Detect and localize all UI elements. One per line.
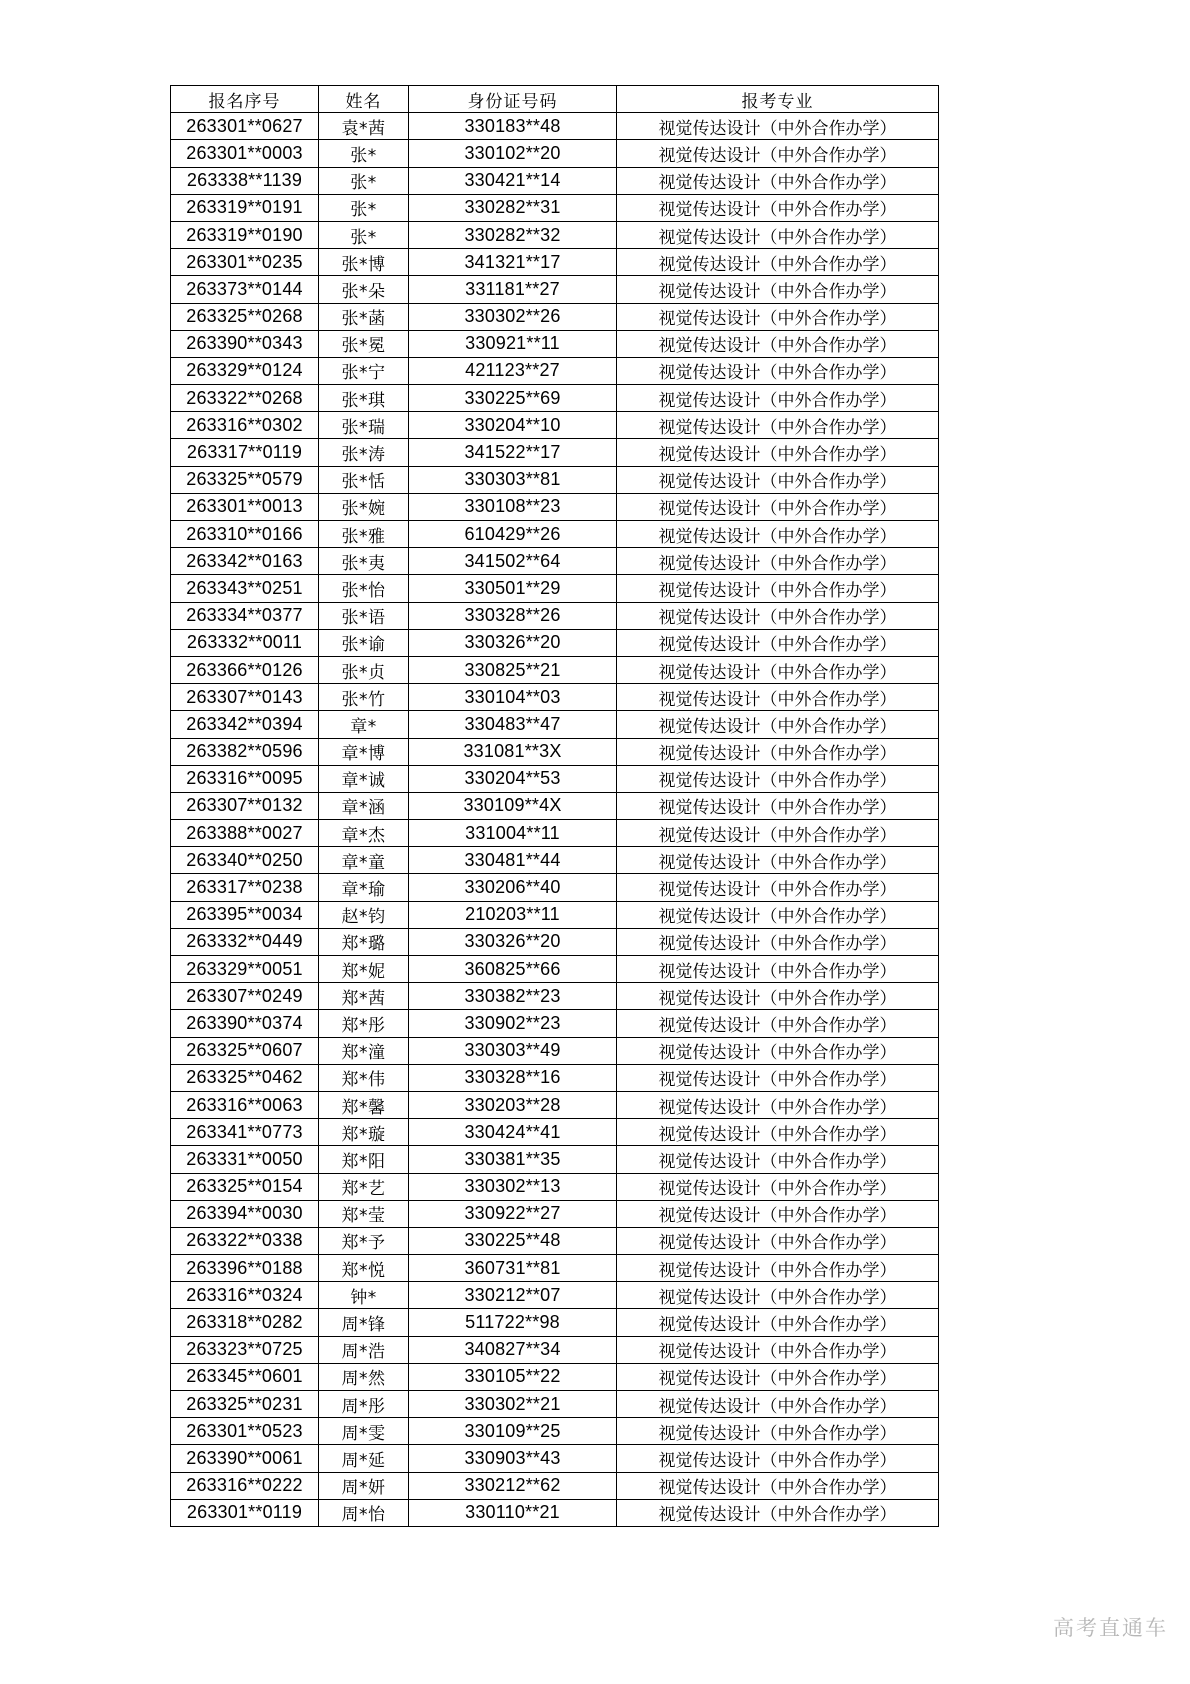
cell-id-number: 330105**22 bbox=[409, 1363, 617, 1390]
cell-candidate-name: 周*锋 bbox=[319, 1309, 409, 1336]
cell-candidate-name: 郑*馨 bbox=[319, 1091, 409, 1118]
cell-applied-major: 视觉传达设计（中外合作办学） bbox=[617, 385, 939, 412]
cell-id-number: 330922**27 bbox=[409, 1200, 617, 1227]
cell-id-number: 330108**23 bbox=[409, 493, 617, 520]
cell-id-number: 421123**27 bbox=[409, 357, 617, 384]
table-row bbox=[171, 1445, 939, 1472]
cell-id-number: 330382**23 bbox=[409, 983, 617, 1010]
cell-id-number: 341502**64 bbox=[409, 548, 617, 575]
cell-registration-number: 263338**1139 bbox=[171, 167, 319, 194]
table-row bbox=[171, 983, 939, 1010]
cell-id-number: 331181**27 bbox=[409, 276, 617, 303]
cell-id-number: 330203**28 bbox=[409, 1091, 617, 1118]
cell-applied-major: 视觉传达设计（中外合作办学） bbox=[617, 1255, 939, 1282]
cell-applied-major: 视觉传达设计（中外合作办学） bbox=[617, 1227, 939, 1254]
table-row bbox=[171, 602, 939, 629]
cell-registration-number: 263319**0191 bbox=[171, 194, 319, 221]
table-row bbox=[171, 276, 939, 303]
cell-registration-number: 263342**0163 bbox=[171, 548, 319, 575]
table-row bbox=[171, 901, 939, 928]
cell-candidate-name: 章*童 bbox=[319, 847, 409, 874]
cell-candidate-name: 袁*茜 bbox=[319, 113, 409, 140]
cell-applied-major: 视觉传达设计（中外合作办学） bbox=[617, 602, 939, 629]
table-row bbox=[171, 1282, 939, 1309]
cell-id-number: 340827**34 bbox=[409, 1336, 617, 1363]
cell-id-number: 330183**48 bbox=[409, 113, 617, 140]
cell-candidate-name: 郑*伟 bbox=[319, 1064, 409, 1091]
table-row bbox=[171, 249, 939, 276]
cell-registration-number: 263382**0596 bbox=[171, 738, 319, 765]
cell-id-number: 331081**3X bbox=[409, 738, 617, 765]
cell-id-number: 330302**13 bbox=[409, 1173, 617, 1200]
cell-candidate-name: 张* bbox=[319, 194, 409, 221]
cell-applied-major: 视觉传达设计（中外合作办学） bbox=[617, 1282, 939, 1309]
cell-id-number: 330326**20 bbox=[409, 629, 617, 656]
table-row bbox=[171, 521, 939, 548]
cell-applied-major: 视觉传达设计（中外合作办学） bbox=[617, 656, 939, 683]
cell-applied-major: 视觉传达设计（中外合作办学） bbox=[617, 167, 939, 194]
cell-id-number: 330825**21 bbox=[409, 656, 617, 683]
table-row bbox=[171, 1146, 939, 1173]
cell-applied-major: 视觉传达设计（中外合作办学） bbox=[617, 901, 939, 928]
cell-applied-major: 视觉传达设计（中外合作办学） bbox=[617, 983, 939, 1010]
cell-registration-number: 263301**0013 bbox=[171, 493, 319, 520]
cell-registration-number: 263390**0061 bbox=[171, 1445, 319, 1472]
cell-candidate-name: 郑*艺 bbox=[319, 1173, 409, 1200]
cell-registration-number: 263373**0144 bbox=[171, 276, 319, 303]
cell-applied-major: 视觉传达设计（中外合作办学） bbox=[617, 249, 939, 276]
table-row bbox=[171, 1173, 939, 1200]
cell-applied-major: 视觉传达设计（中外合作办学） bbox=[617, 1309, 939, 1336]
table-row bbox=[171, 1010, 939, 1037]
table-row bbox=[171, 684, 939, 711]
cell-id-number: 341522**17 bbox=[409, 439, 617, 466]
table-row bbox=[171, 1091, 939, 1118]
cell-applied-major: 视觉传达设计（中外合作办学） bbox=[617, 711, 939, 738]
cell-id-number: 330206**40 bbox=[409, 874, 617, 901]
cell-registration-number: 263318**0282 bbox=[171, 1309, 319, 1336]
cell-registration-number: 263310**0166 bbox=[171, 521, 319, 548]
cell-id-number: 511722**98 bbox=[409, 1309, 617, 1336]
cell-applied-major: 视觉传达设计（中外合作办学） bbox=[617, 765, 939, 792]
cell-registration-number: 263323**0725 bbox=[171, 1336, 319, 1363]
table-row bbox=[171, 847, 939, 874]
cell-registration-number: 263316**0063 bbox=[171, 1091, 319, 1118]
table-row bbox=[171, 194, 939, 221]
table-row bbox=[171, 466, 939, 493]
cell-candidate-name: 张*语 bbox=[319, 602, 409, 629]
cell-applied-major: 视觉传达设计（中外合作办学） bbox=[617, 684, 939, 711]
table-row bbox=[171, 167, 939, 194]
cell-id-number: 341321**17 bbox=[409, 249, 617, 276]
cell-id-number: 330501**29 bbox=[409, 575, 617, 602]
cell-applied-major: 视觉传达设计（中外合作办学） bbox=[617, 140, 939, 167]
cell-applied-major: 视觉传达设计（中外合作办学） bbox=[617, 1173, 939, 1200]
cell-candidate-name: 张*竹 bbox=[319, 684, 409, 711]
cell-applied-major: 视觉传达设计（中外合作办学） bbox=[617, 521, 939, 548]
cell-applied-major: 视觉传达设计（中外合作办学） bbox=[617, 956, 939, 983]
cell-id-number: 330424**41 bbox=[409, 1119, 617, 1146]
cell-registration-number: 263342**0394 bbox=[171, 711, 319, 738]
cell-registration-number: 263319**0190 bbox=[171, 221, 319, 248]
table-row bbox=[171, 330, 939, 357]
column-header-idnum: 身份证号码 bbox=[409, 86, 617, 113]
table-row bbox=[171, 1200, 939, 1227]
cell-id-number: 330102**20 bbox=[409, 140, 617, 167]
table-row bbox=[171, 1309, 939, 1336]
cell-candidate-name: 张* bbox=[319, 140, 409, 167]
cell-candidate-name: 郑*茜 bbox=[319, 983, 409, 1010]
cell-candidate-name: 张* bbox=[319, 221, 409, 248]
registration-table-container bbox=[170, 85, 938, 1527]
cell-applied-major: 视觉传达设计（中外合作办学） bbox=[617, 1091, 939, 1118]
table-row bbox=[171, 792, 939, 819]
cell-applied-major: 视觉传达设计（中外合作办学） bbox=[617, 548, 939, 575]
cell-applied-major: 视觉传达设计（中外合作办学） bbox=[617, 1499, 939, 1526]
cell-id-number: 330328**26 bbox=[409, 602, 617, 629]
watermark-label: 高考直通车 bbox=[1053, 1616, 1168, 1640]
cell-candidate-name: 章*诚 bbox=[319, 765, 409, 792]
cell-applied-major: 视觉传达设计（中外合作办学） bbox=[617, 1200, 939, 1227]
table-row bbox=[171, 548, 939, 575]
cell-registration-number: 263316**0324 bbox=[171, 1282, 319, 1309]
cell-registration-number: 263316**0302 bbox=[171, 412, 319, 439]
cell-candidate-name: 张*谕 bbox=[319, 629, 409, 656]
cell-registration-number: 263325**0154 bbox=[171, 1173, 319, 1200]
cell-id-number: 330303**81 bbox=[409, 466, 617, 493]
cell-applied-major: 视觉传达设计（中外合作办学） bbox=[617, 194, 939, 221]
cell-registration-number: 263301**0523 bbox=[171, 1418, 319, 1445]
table-row bbox=[171, 113, 939, 140]
cell-registration-number: 263301**0235 bbox=[171, 249, 319, 276]
cell-candidate-name: 张*博 bbox=[319, 249, 409, 276]
cell-registration-number: 263316**0095 bbox=[171, 765, 319, 792]
cell-registration-number: 263307**0249 bbox=[171, 983, 319, 1010]
cell-id-number: 330903**43 bbox=[409, 1445, 617, 1472]
cell-applied-major: 视觉传达设计（中外合作办学） bbox=[617, 738, 939, 765]
cell-id-number: 360825**66 bbox=[409, 956, 617, 983]
registration-table bbox=[170, 85, 939, 1527]
table-row bbox=[171, 439, 939, 466]
cell-candidate-name: 张*婉 bbox=[319, 493, 409, 520]
cell-candidate-name: 周*雯 bbox=[319, 1418, 409, 1445]
cell-id-number: 330902**23 bbox=[409, 1010, 617, 1037]
table-body bbox=[171, 113, 939, 1527]
table-row bbox=[171, 1227, 939, 1254]
cell-candidate-name: 张*夷 bbox=[319, 548, 409, 575]
cell-id-number: 330109**25 bbox=[409, 1418, 617, 1445]
cell-candidate-name: 章*杰 bbox=[319, 820, 409, 847]
cell-registration-number: 263307**0143 bbox=[171, 684, 319, 711]
cell-id-number: 331004**11 bbox=[409, 820, 617, 847]
cell-candidate-name: 章*博 bbox=[319, 738, 409, 765]
cell-id-number: 610429**26 bbox=[409, 521, 617, 548]
table-row bbox=[171, 1418, 939, 1445]
cell-candidate-name: 周*延 bbox=[319, 1445, 409, 1472]
cell-id-number: 330328**16 bbox=[409, 1064, 617, 1091]
cell-candidate-name: 周*浩 bbox=[319, 1336, 409, 1363]
table-row bbox=[171, 1064, 939, 1091]
cell-candidate-name: 郑*莹 bbox=[319, 1200, 409, 1227]
cell-registration-number: 263390**0374 bbox=[171, 1010, 319, 1037]
table-row bbox=[171, 1037, 939, 1064]
cell-applied-major: 视觉传达设计（中外合作办学） bbox=[617, 1064, 939, 1091]
cell-candidate-name: 郑*璇 bbox=[319, 1119, 409, 1146]
column-header-major: 报考专业 bbox=[617, 86, 939, 113]
cell-applied-major: 视觉传达设计（中外合作办学） bbox=[617, 303, 939, 330]
table-header-row bbox=[171, 86, 939, 113]
table-row bbox=[171, 1255, 939, 1282]
cell-candidate-name: 张*朵 bbox=[319, 276, 409, 303]
cell-id-number: 330302**26 bbox=[409, 303, 617, 330]
table-row bbox=[171, 221, 939, 248]
cell-id-number: 330282**31 bbox=[409, 194, 617, 221]
cell-applied-major: 视觉传达设计（中外合作办学） bbox=[617, 330, 939, 357]
cell-registration-number: 263343**0251 bbox=[171, 575, 319, 602]
cell-id-number: 330212**62 bbox=[409, 1472, 617, 1499]
table-header bbox=[171, 86, 939, 113]
cell-candidate-name: 周*妍 bbox=[319, 1472, 409, 1499]
table-row bbox=[171, 711, 939, 738]
cell-candidate-name: 章* bbox=[319, 711, 409, 738]
cell-candidate-name: 郑*予 bbox=[319, 1227, 409, 1254]
cell-applied-major: 视觉传达设计（中外合作办学） bbox=[617, 466, 939, 493]
table-row bbox=[171, 656, 939, 683]
cell-registration-number: 263329**0051 bbox=[171, 956, 319, 983]
cell-id-number: 330326**20 bbox=[409, 928, 617, 955]
table-row bbox=[171, 1391, 939, 1418]
table-row bbox=[171, 575, 939, 602]
cell-registration-number: 263301**0627 bbox=[171, 113, 319, 140]
cell-registration-number: 263322**0338 bbox=[171, 1227, 319, 1254]
cell-candidate-name: 章*瑜 bbox=[319, 874, 409, 901]
cell-id-number: 330204**10 bbox=[409, 412, 617, 439]
cell-candidate-name: 郑*潼 bbox=[319, 1037, 409, 1064]
cell-id-number: 330225**48 bbox=[409, 1227, 617, 1254]
cell-registration-number: 263388**0027 bbox=[171, 820, 319, 847]
table-row bbox=[171, 928, 939, 955]
table-row bbox=[171, 1363, 939, 1390]
cell-registration-number: 263316**0222 bbox=[171, 1472, 319, 1499]
cell-applied-major: 视觉传达设计（中外合作办学） bbox=[617, 493, 939, 520]
cell-applied-major: 视觉传达设计（中外合作办学） bbox=[617, 1037, 939, 1064]
cell-applied-major: 视觉传达设计（中外合作办学） bbox=[617, 1418, 939, 1445]
cell-applied-major: 视觉传达设计（中外合作办学） bbox=[617, 1336, 939, 1363]
table-row bbox=[171, 140, 939, 167]
cell-applied-major: 视觉传达设计（中外合作办学） bbox=[617, 221, 939, 248]
cell-candidate-name: 张*雅 bbox=[319, 521, 409, 548]
cell-registration-number: 263317**0238 bbox=[171, 874, 319, 901]
cell-applied-major: 视觉传达设计（中外合作办学） bbox=[617, 575, 939, 602]
cell-registration-number: 263390**0343 bbox=[171, 330, 319, 357]
cell-id-number: 330381**35 bbox=[409, 1146, 617, 1173]
cell-registration-number: 263307**0132 bbox=[171, 792, 319, 819]
cell-registration-number: 263395**0034 bbox=[171, 901, 319, 928]
cell-candidate-name: 张*瑞 bbox=[319, 412, 409, 439]
cell-candidate-name: 郑*悦 bbox=[319, 1255, 409, 1282]
cell-candidate-name: 张* bbox=[319, 167, 409, 194]
cell-id-number: 330421**14 bbox=[409, 167, 617, 194]
cell-candidate-name: 张*怡 bbox=[319, 575, 409, 602]
cell-applied-major: 视觉传达设计（中外合作办学） bbox=[617, 439, 939, 466]
cell-registration-number: 263301**0003 bbox=[171, 140, 319, 167]
cell-candidate-name: 张*涛 bbox=[319, 439, 409, 466]
cell-applied-major: 视觉传达设计（中外合作办学） bbox=[617, 1119, 939, 1146]
cell-candidate-name: 钟* bbox=[319, 1282, 409, 1309]
cell-registration-number: 263366**0126 bbox=[171, 656, 319, 683]
cell-candidate-name: 赵*钧 bbox=[319, 901, 409, 928]
table-row bbox=[171, 1499, 939, 1526]
cell-applied-major: 视觉传达设计（中外合作办学） bbox=[617, 412, 939, 439]
cell-candidate-name: 章*涵 bbox=[319, 792, 409, 819]
cell-candidate-name: 郑*彤 bbox=[319, 1010, 409, 1037]
cell-candidate-name: 郑*妮 bbox=[319, 956, 409, 983]
cell-registration-number: 263322**0268 bbox=[171, 385, 319, 412]
table-row bbox=[171, 1472, 939, 1499]
cell-id-number: 330302**21 bbox=[409, 1391, 617, 1418]
cell-candidate-name: 周*彤 bbox=[319, 1391, 409, 1418]
cell-id-number: 330110**21 bbox=[409, 1499, 617, 1526]
cell-candidate-name: 周*怡 bbox=[319, 1499, 409, 1526]
cell-id-number: 330303**49 bbox=[409, 1037, 617, 1064]
cell-applied-major: 视觉传达设计（中外合作办学） bbox=[617, 928, 939, 955]
table-row bbox=[171, 303, 939, 330]
cell-candidate-name: 郑*阳 bbox=[319, 1146, 409, 1173]
table-row bbox=[171, 1119, 939, 1146]
cell-applied-major: 视觉传达设计（中外合作办学） bbox=[617, 629, 939, 656]
cell-id-number: 330204**53 bbox=[409, 765, 617, 792]
cell-id-number: 330483**47 bbox=[409, 711, 617, 738]
cell-registration-number: 263341**0773 bbox=[171, 1119, 319, 1146]
cell-registration-number: 263325**0607 bbox=[171, 1037, 319, 1064]
cell-id-number: 330212**07 bbox=[409, 1282, 617, 1309]
cell-registration-number: 263317**0119 bbox=[171, 439, 319, 466]
cell-candidate-name: 张*恬 bbox=[319, 466, 409, 493]
cell-applied-major: 视觉传达设计（中外合作办学） bbox=[617, 1010, 939, 1037]
table-row bbox=[171, 412, 939, 439]
cell-candidate-name: 张*冕 bbox=[319, 330, 409, 357]
cell-id-number: 330225**69 bbox=[409, 385, 617, 412]
cell-id-number: 360731**81 bbox=[409, 1255, 617, 1282]
cell-registration-number: 263331**0050 bbox=[171, 1146, 319, 1173]
cell-applied-major: 视觉传达设计（中外合作办学） bbox=[617, 1363, 939, 1390]
cell-applied-major: 视觉传达设计（中外合作办学） bbox=[617, 874, 939, 901]
table-row bbox=[171, 629, 939, 656]
cell-id-number: 330481**44 bbox=[409, 847, 617, 874]
column-header-seq: 报名序号 bbox=[171, 86, 319, 113]
cell-applied-major: 视觉传达设计（中外合作办学） bbox=[617, 357, 939, 384]
cell-applied-major: 视觉传达设计（中外合作办学） bbox=[617, 792, 939, 819]
table-row bbox=[171, 357, 939, 384]
cell-applied-major: 视觉传达设计（中外合作办学） bbox=[617, 113, 939, 140]
cell-id-number: 210203**11 bbox=[409, 901, 617, 928]
cell-id-number: 330282**32 bbox=[409, 221, 617, 248]
cell-id-number: 330921**11 bbox=[409, 330, 617, 357]
cell-candidate-name: 张*菡 bbox=[319, 303, 409, 330]
cell-id-number: 330104**03 bbox=[409, 684, 617, 711]
table-row bbox=[171, 385, 939, 412]
cell-registration-number: 263394**0030 bbox=[171, 1200, 319, 1227]
cell-candidate-name: 郑*璐 bbox=[319, 928, 409, 955]
cell-applied-major: 视觉传达设计（中外合作办学） bbox=[617, 1445, 939, 1472]
cell-registration-number: 263345**0601 bbox=[171, 1363, 319, 1390]
cell-registration-number: 263325**0579 bbox=[171, 466, 319, 493]
cell-candidate-name: 张*宁 bbox=[319, 357, 409, 384]
cell-registration-number: 263332**0011 bbox=[171, 629, 319, 656]
cell-applied-major: 视觉传达设计（中外合作办学） bbox=[617, 820, 939, 847]
table-row bbox=[171, 738, 939, 765]
column-header-name: 姓名 bbox=[319, 86, 409, 113]
cell-applied-major: 视觉传达设计（中外合作办学） bbox=[617, 1146, 939, 1173]
cell-candidate-name: 周*然 bbox=[319, 1363, 409, 1390]
table-row bbox=[171, 493, 939, 520]
cell-applied-major: 视觉传达设计（中外合作办学） bbox=[617, 276, 939, 303]
cell-registration-number: 263325**0462 bbox=[171, 1064, 319, 1091]
table-row bbox=[171, 1336, 939, 1363]
cell-registration-number: 263301**0119 bbox=[171, 1499, 319, 1526]
cell-candidate-name: 张*琪 bbox=[319, 385, 409, 412]
cell-registration-number: 263325**0268 bbox=[171, 303, 319, 330]
table-row bbox=[171, 874, 939, 901]
cell-applied-major: 视觉传达设计（中外合作办学） bbox=[617, 847, 939, 874]
cell-candidate-name: 张*贞 bbox=[319, 656, 409, 683]
cell-applied-major: 视觉传达设计（中外合作办学） bbox=[617, 1472, 939, 1499]
cell-registration-number: 263332**0449 bbox=[171, 928, 319, 955]
table-row bbox=[171, 820, 939, 847]
table-row bbox=[171, 956, 939, 983]
cell-registration-number: 263340**0250 bbox=[171, 847, 319, 874]
cell-registration-number: 263396**0188 bbox=[171, 1255, 319, 1282]
cell-registration-number: 263334**0377 bbox=[171, 602, 319, 629]
table-row bbox=[171, 765, 939, 792]
cell-applied-major: 视觉传达设计（中外合作办学） bbox=[617, 1391, 939, 1418]
cell-registration-number: 263329**0124 bbox=[171, 357, 319, 384]
cell-registration-number: 263325**0231 bbox=[171, 1391, 319, 1418]
cell-id-number: 330109**4X bbox=[409, 792, 617, 819]
